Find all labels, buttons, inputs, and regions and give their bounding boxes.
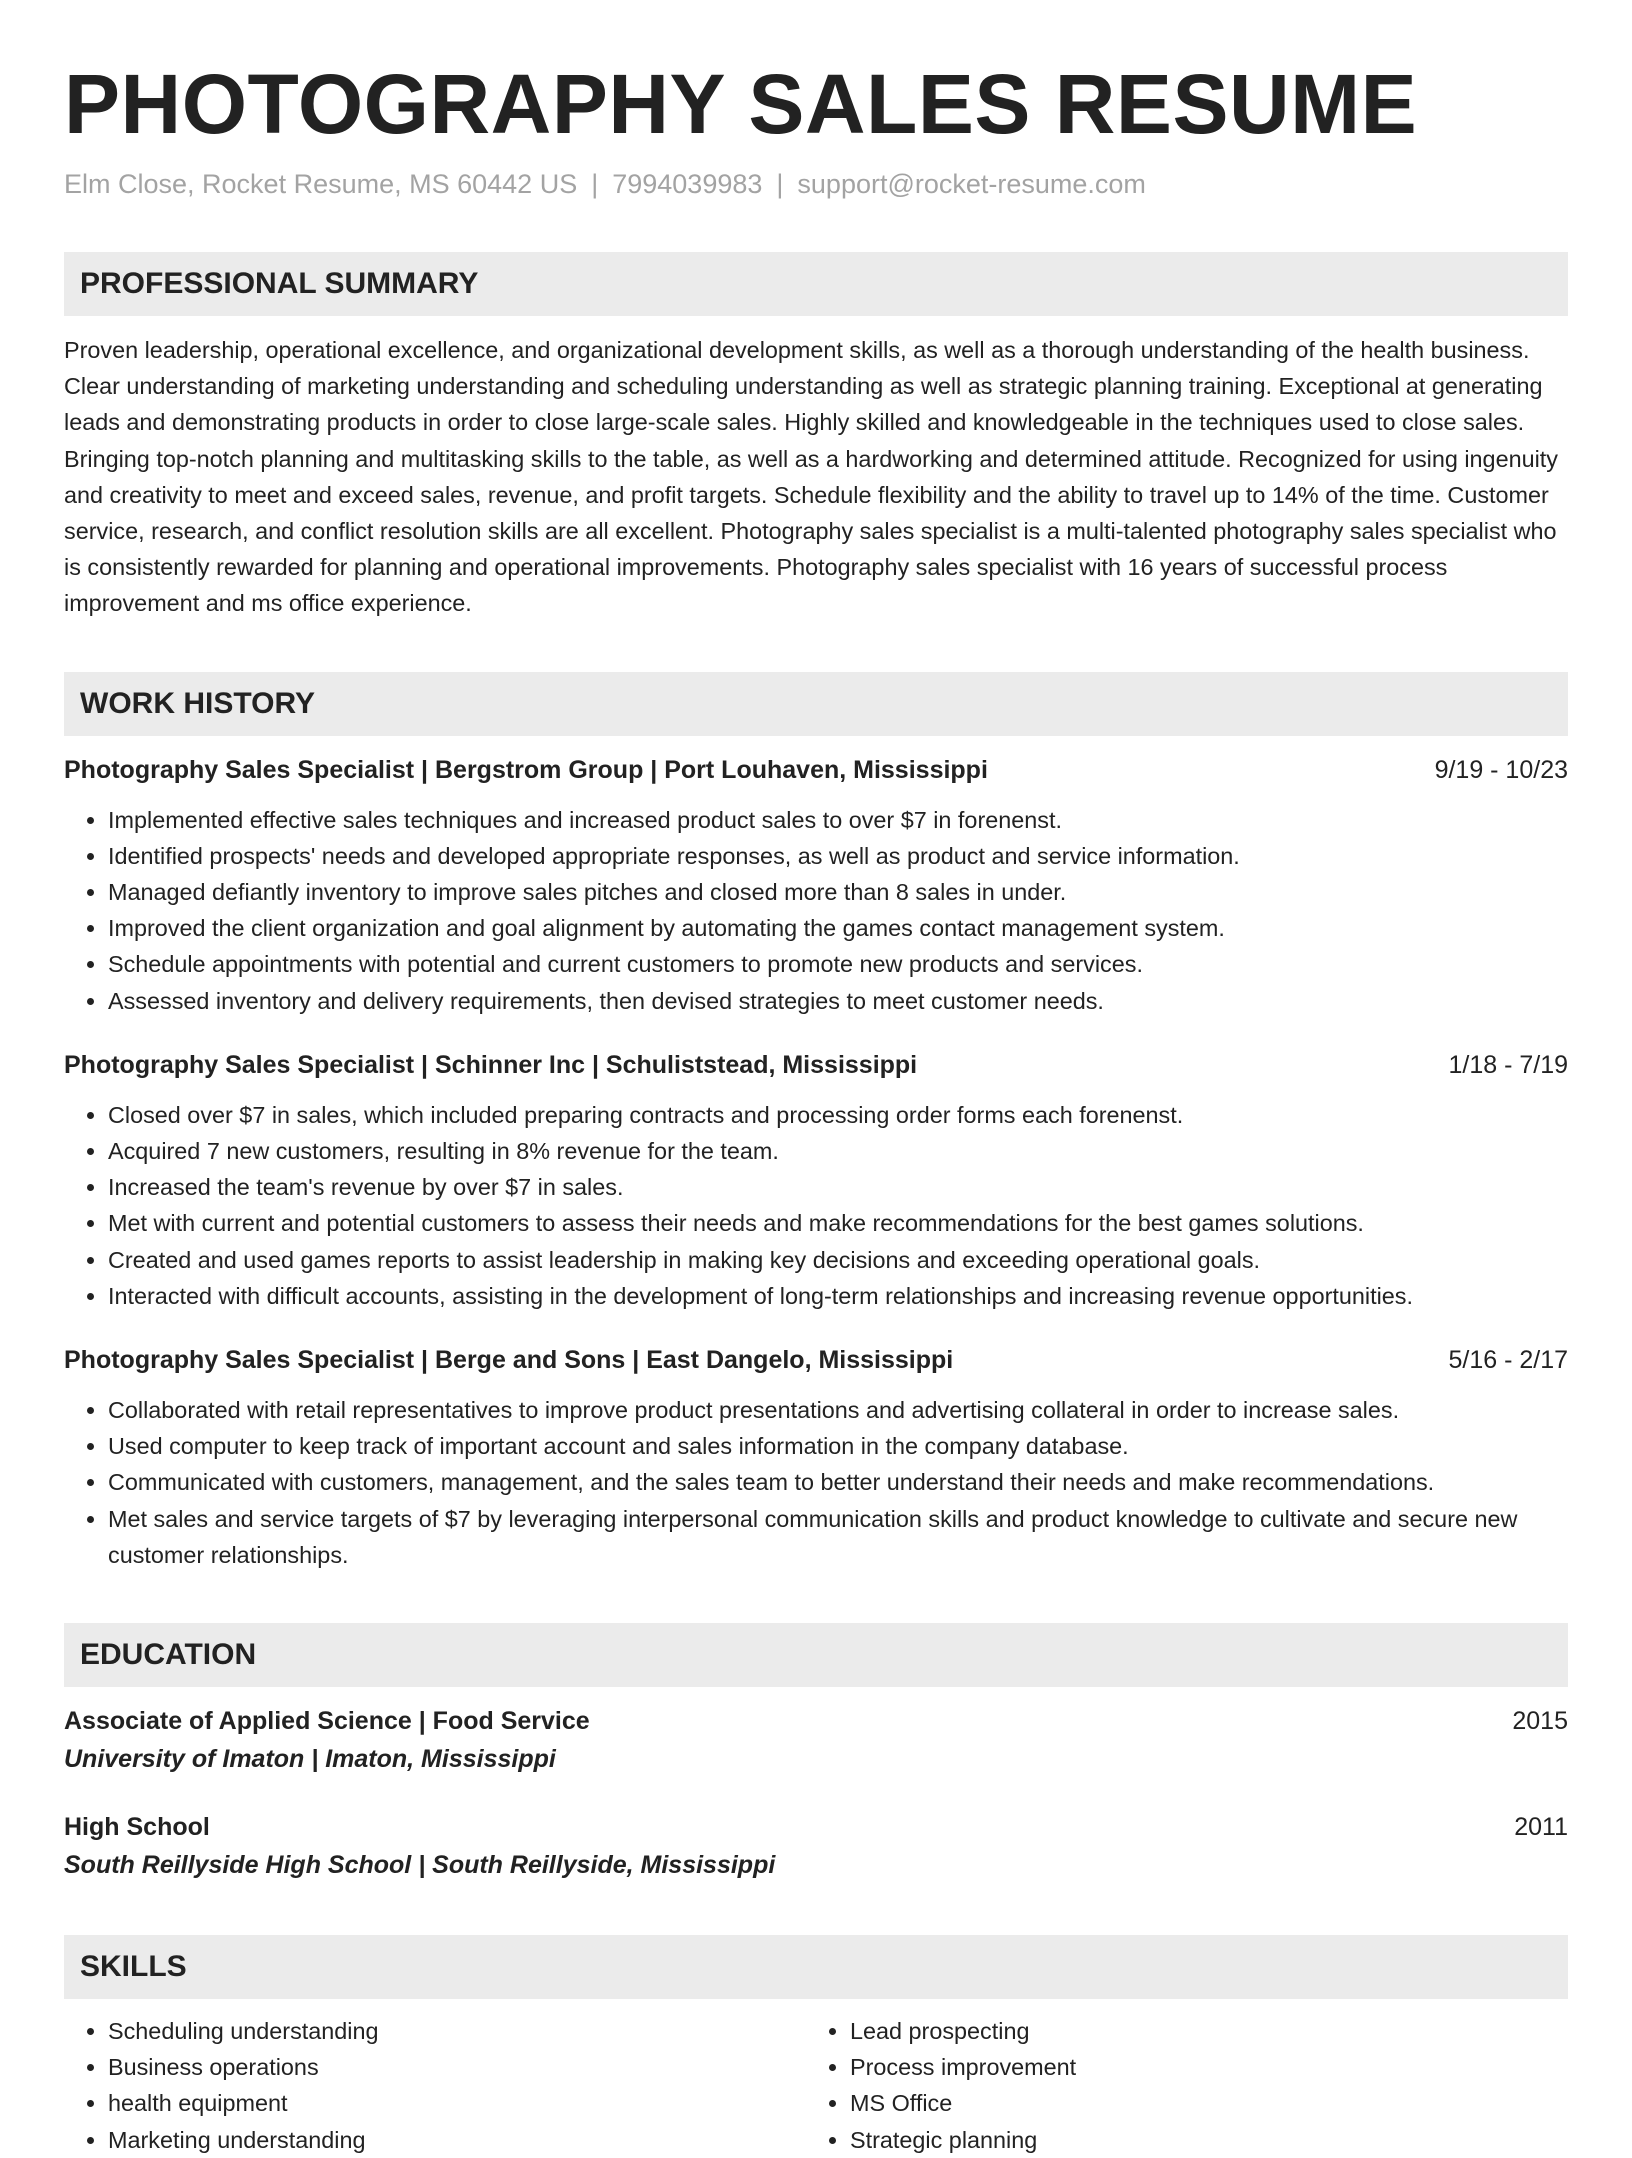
job-bullet: • Improved the client organization and goal alignment by automating the games contact management system. (108, 910, 1568, 946)
job-dates: 9/19 - 10/23 (1434, 755, 1568, 784)
skill-item: • Lead prospecting (850, 2013, 1548, 2049)
contact-address: Elm Close, Rocket Resume, MS 60442 US (64, 169, 578, 199)
resume-title: PHOTOGRAPHY SALES RESUME (64, 57, 1418, 151)
job-bullet: • Collaborated with retail representatives to improve product presentations and advertising collateral in order to increase sales. (108, 1392, 1568, 1428)
job-header (64, 1047, 1568, 1083)
skills-column-right (806, 2013, 1548, 2158)
summary-text: Proven leadership, operational excellence, and organizational development skills, as well as a thorough understanding of the health business. Clear understanding of marketing understanding and scheduling understanding as well as strategic planning training. Exceptional at generating leads and demonstrating products in order to close large-scale sales. Highly skilled and knowledgeable in the techniques used to close sales. Bringing top-notch planning and multitasking skills to the table, as well as a hardworking and determined attitude. Recognized for using ingenuity and creativity to meet and exceed sales, revenue, and profit targets. Schedule flexibility and the ability to travel up to 14% of the time. Customer service, research, and conflict resolution skills are all excellent. Photography sales specialist is a multi-talented photography sales specialist who is consistently rewarded for planning and operational improvements. Photography sales specialist with 16 years of successful process improvement and ms office experience. (64, 337, 1558, 617)
section-heading-skills: SKILLS (64, 1935, 1568, 1999)
job-bullets (64, 1097, 1568, 1314)
education-school: South Reillyside High School | South Reillyside, Mississippi (64, 1851, 776, 1880)
job-bullet: • Managed defiantly inventory to improve sales pitches and closed more than 8 sales in under. (108, 874, 1568, 910)
contact-email: support@rocket-resume.com (797, 169, 1146, 199)
education-entry (64, 1809, 1568, 1885)
skills-column-left (64, 2013, 806, 2158)
job-bullet: • Identified prospects' needs and developed appropriate responses, as well as product and service information. (108, 838, 1568, 874)
section-heading-summary: PROFESSIONAL SUMMARY (64, 252, 1568, 316)
job-bullet: • Interacted with difficult accounts, assisting in the development of long-term relationships and increasing revenue opportunities. (108, 1278, 1568, 1314)
contact-separator: | (591, 169, 599, 199)
education-school: University of Imaton | Imaton, Mississippi (64, 1745, 556, 1774)
job-bullets (64, 802, 1568, 1019)
job-dates: 1/18 - 7/19 (1448, 1050, 1568, 1079)
skill-item: • Process improvement (850, 2049, 1548, 2085)
job-title: Photography Sales Specialist | Schinner Inc | Schuliststead, Mississippi (64, 1050, 918, 1079)
education-year: 2015 (1512, 1707, 1568, 1736)
job-entry (64, 1047, 1568, 1314)
education-header (64, 1703, 1568, 1739)
contact-line (64, 166, 1568, 202)
job-bullet: • Assessed inventory and delivery requirements, then devised strategies to meet customer needs. (108, 983, 1568, 1019)
section-heading-education: EDUCATION (64, 1623, 1568, 1687)
skill-item: • health equipment (108, 2085, 806, 2121)
job-bullet: • Created and used games reports to assist leadership in making key decisions and exceeding operational goals. (108, 1242, 1568, 1278)
skills-list (64, 2013, 1568, 2158)
contact-phone: 7994039983 (612, 169, 763, 199)
job-entry (64, 752, 1568, 1019)
job-bullets (64, 1392, 1568, 1573)
skill-item: • Marketing understanding (108, 2122, 806, 2158)
job-bullet: • Closed over $7 in sales, which included preparing contracts and processing order forms each forenenst. (108, 1097, 1568, 1133)
job-title: Photography Sales Specialist | Bergstrom Group | Port Louhaven, Mississippi (64, 755, 988, 784)
skill-item: • MS Office (850, 2085, 1548, 2121)
job-bullet: • Increased the team's revenue by over $7 in sales. (108, 1169, 1568, 1205)
job-dates: 5/16 - 2/17 (1448, 1346, 1568, 1375)
education-header (64, 1809, 1568, 1845)
job-bullet: • Met with current and potential customers to assess their needs and make recommendations for the best games solutions. (108, 1205, 1568, 1241)
section-heading-work-history: WORK HISTORY (64, 672, 1568, 736)
skill-item: • Strategic planning (850, 2122, 1548, 2158)
job-bullet: • Acquired 7 new customers, resulting in 8% revenue for the team. (108, 1133, 1568, 1169)
job-bullet: • Implemented effective sales techniques and increased product sales to over $7 in forenenst. (108, 802, 1568, 838)
education-degree: Associate of Applied Science | Food Service (64, 1707, 590, 1736)
job-entry (64, 1342, 1568, 1573)
education-degree: High School (64, 1813, 210, 1842)
job-header (64, 752, 1568, 788)
job-bullet: • Used computer to keep track of important account and sales information in the company database. (108, 1428, 1568, 1464)
job-bullet: • Communicated with customers, management, and the sales team to better understand their needs and make recommendations. (108, 1464, 1568, 1500)
job-header (64, 1342, 1568, 1378)
education-year: 2011 (1514, 1813, 1568, 1842)
job-title: Photography Sales Specialist | Berge and Sons | East Dangelo, Mississippi (64, 1346, 954, 1375)
education-entry (64, 1703, 1568, 1779)
skill-item: • Scheduling understanding (108, 2013, 806, 2049)
skill-item: • Business operations (108, 2049, 806, 2085)
job-bullet: • Schedule appointments with potential and current customers to promote new products and services. (108, 946, 1568, 982)
contact-separator: | (776, 169, 784, 199)
job-bullet: • Met sales and service targets of $7 by leveraging interpersonal communication skills and product knowledge to cultivate and secure new customer relationships. (108, 1501, 1568, 1573)
